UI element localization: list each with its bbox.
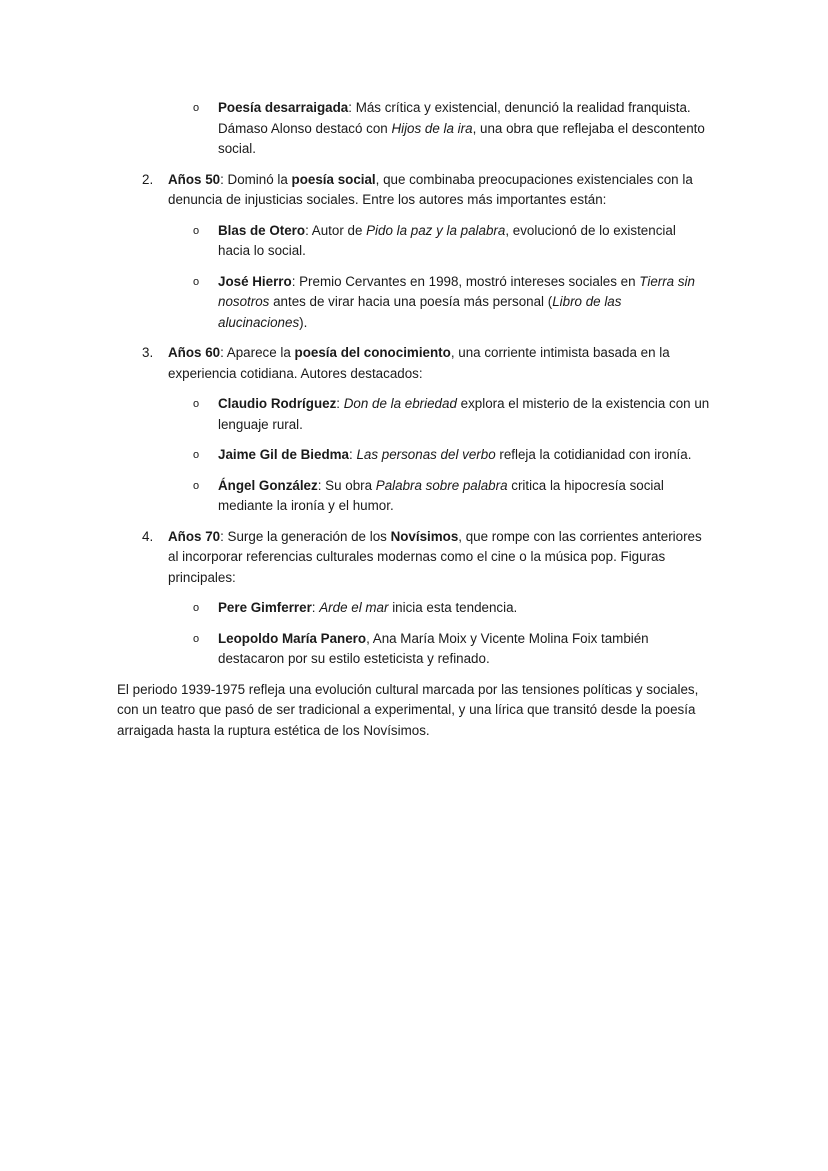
conclusion-paragraph: El periodo 1939-1975 refleja una evolución cultural marcada por las tensiones políticas y sociales, con un teatro que pasó de ser tradicional a experimental, y una lírica que transitó desde la poesía arraigada hasta la ruptura estética de los Novísimos. [117,681,699,738]
work-title: Pido la paz y la palabra [366,222,506,238]
text: : Su obra [317,477,376,493]
text: ). [299,314,308,330]
work-title: Palabra sobre palabra [375,477,508,493]
text: : [311,600,320,615]
list-number: 4. [142,528,154,544]
term: Jaime Gil de Biedma [218,447,349,462]
text: , una corriente intimista basada en la experiencia cotidiana. Autores destacados: [168,345,670,381]
term: poesía social [291,171,376,187]
bullet-circle-icon: o [193,275,200,288]
text: , que rompe con las corrientes anteriores al incorporar referencias culturales modernas como el cine o la música pop. Figuras principales: [168,528,702,585]
term: poesía del conocimiento [294,345,451,360]
text: , que combinaba preocupaciones existenciales con la denuncia de injusticias sociales. Entre los autores más importantes están: [168,171,693,207]
term: Leopoldo María Panero [218,630,367,646]
work-title: Arde el mar [319,600,389,615]
text: : Premio Cervantes en 1998, mostró intereses sociales en [291,273,640,289]
bullet-circle-icon: o [193,398,200,410]
term: Novísimos [390,528,459,544]
work-title: Las personas del verbo [356,447,496,462]
term: Claudio Rodríguez [218,396,337,411]
bullet-circle-icon: o [193,102,200,114]
text: refleja la cotidianidad con ironía. [495,447,692,462]
text: , Ana María Moix y Vicente Molina Foix también destacaron por su estilo esteticista y refinado. [218,630,649,666]
bullet-circle-icon: o [193,602,200,614]
text: inicia esta tendencia. [388,600,518,615]
text: , evolucionó de lo existencial hacia lo social. [218,222,676,258]
text: , una obra que reflejaba el descontento social. [218,120,705,156]
text: : [336,396,344,411]
term: Pere Gimferrer [218,600,312,615]
list-item-pere-gimferrer [193,598,710,619]
text: antes de virar hacia una poesía más personal ( [269,294,553,309]
term: Poesía desarraigada [218,100,349,115]
list-item-jaime-gil-de-biedma [193,445,710,466]
text: : [348,447,357,462]
list-item-jose-hierro [193,272,710,334]
list-item-anios-70 [142,527,714,589]
text: : Dominó la [220,171,292,187]
term: Años 70 [168,528,221,544]
term: Ángel González [218,477,318,493]
work-title: Hijos de la ira [391,120,473,136]
list-item-poesia-desarraigada [193,98,710,160]
text: : Más crítica y existencial, denunció la realidad franquista. Dámaso Alonso destacó con [218,100,691,136]
work-title: Tierra sin nosotros [218,273,695,309]
list-number: 2. [142,171,154,187]
bullet-circle-icon: o [193,224,200,237]
list-number: 3. [142,345,154,360]
term: Años 60 [168,345,221,360]
list-item-anios-60 [142,343,714,384]
bullet-circle-icon: o [193,479,200,492]
list-item-leopoldo-maria-panero [193,629,710,670]
work-title: Libro de las alucinaciones [218,294,622,330]
text: : Surge la generación de los [220,528,391,544]
list-item-anios-50 [142,170,714,211]
bullet-circle-icon: o [193,632,200,645]
list-item-angel-gonzalez [193,476,710,517]
bullet-circle-icon: o [193,449,200,461]
term: José Hierro [218,273,292,289]
text: : Aparece la [220,345,295,360]
text: : Autor de [305,222,367,238]
term: Años 50 [168,171,221,187]
list-item-blas-de-otero [193,221,710,262]
text: critica la hipocresía social mediante la ironía y el humor. [218,477,664,513]
term: Blas de Otero [218,222,306,238]
text: explora el misterio de la existencia con un lenguaje rural. [218,396,710,432]
work-title: Don de la ebriedad [343,396,457,411]
document-body [117,98,717,754]
list-item-claudio-rodriguez [193,394,710,435]
